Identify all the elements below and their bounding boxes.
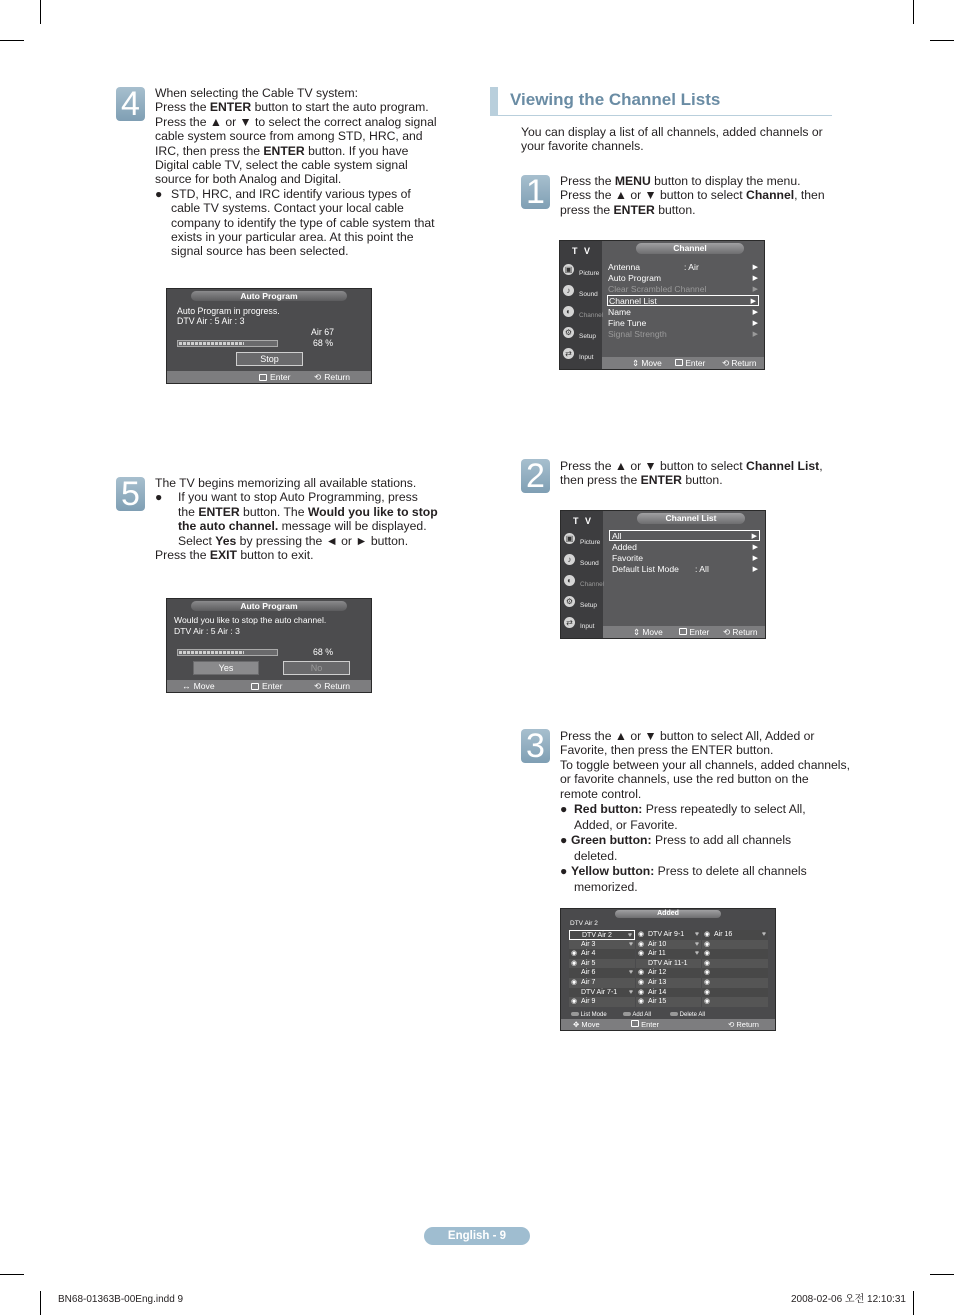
setup-icon: ⚙ [565, 597, 574, 606]
list-item-default-mode[interactable]: Default List Mode : All ▶ [612, 564, 758, 574]
enter-icon [631, 1020, 639, 1027]
move-label: Move [193, 681, 215, 691]
channel-row[interactable] [702, 940, 768, 950]
channel-row[interactable] [636, 988, 701, 998]
page-number-badge: English - 9 [424, 1227, 530, 1245]
menu-footer: ⇕ Move Enter ⟲ Return [603, 626, 765, 638]
move-icon: ⇕ [633, 627, 641, 637]
side-sound[interactable]: ♪ Sound [562, 282, 600, 301]
favorite-icon: ♥ [628, 969, 633, 977]
picture-icon: ▣ [564, 265, 573, 274]
lock-icon: ◉ [571, 950, 578, 958]
osd-line: Auto Program in progress. [177, 306, 280, 316]
progress-bar [177, 649, 278, 656]
color-button-bar: List Mode Add All Delete All [561, 1010, 776, 1020]
channel-name: Air 13 [648, 979, 667, 986]
channel-row[interactable] [636, 940, 701, 950]
return-icon: ⟲ [728, 1020, 735, 1029]
channel-row[interactable] [569, 988, 635, 998]
progress-fill [179, 342, 244, 345]
favorite-icon: ♥ [761, 931, 766, 938]
lock-icon: ◉ [638, 940, 645, 948]
osd-footer [167, 680, 371, 692]
osd-line: Would you like to stop the auto channel. [174, 615, 327, 625]
channel-row[interactable] [569, 940, 635, 950]
channel-icon: ◐ [564, 575, 575, 586]
enter-icon [259, 374, 267, 381]
lock-icon: ◉ [638, 998, 645, 1006]
step5-bullet: ● If you want to stop Auto Programming, press the ENTER button. The Would you like to stop the auto channel. message will be displayed. Select Yes by pressing the ◄ or ► button. [155, 490, 438, 548]
crop-mark [913, 0, 914, 24]
return-icon: ⟲ [314, 681, 322, 691]
favorite-icon: ♥ [694, 950, 699, 958]
step-number-5: 5 [116, 477, 145, 511]
step4-line: IRC, then press the ENTER button. If you have [155, 143, 409, 158]
crop-mark [40, 0, 41, 24]
step-number-3: 3 [521, 729, 550, 763]
auto-program-osd [166, 288, 372, 384]
channel-name: Air 11 [648, 950, 666, 958]
channel-name: Air 9 [581, 998, 596, 1006]
input-icon: ⇄ [563, 348, 574, 359]
return-icon: ⟲ [723, 627, 731, 637]
red-button-bullet: ● Red button: Press repeatedly to select All, Added, or Favorite. [560, 802, 806, 832]
channel-name: Air 14 [648, 988, 667, 996]
side-channel[interactable]: ◐ Channel [563, 572, 601, 591]
section-title-bar [490, 87, 498, 116]
osd-percent: 68 % [313, 647, 334, 657]
crop-mark [40, 1291, 41, 1315]
channel-row[interactable] [636, 959, 701, 969]
lock-icon: ◉ [571, 979, 578, 986]
step2-text: Press the ▲ or ▼ button to select Channel List, then press the ENTER button. [560, 459, 823, 488]
list-footer: ✥ Move Enter ⟲ Return [561, 1019, 775, 1030]
move-icon: ⇕ [632, 358, 640, 368]
channel-row[interactable] [702, 930, 768, 940]
move-icon: ↔ [182, 681, 191, 691]
menu-item-channel-list[interactable]: Channel List ▶ [607, 295, 759, 306]
channel-row[interactable] [569, 930, 635, 940]
step-number-2: 2 [521, 459, 550, 493]
osd-percent: 68 % [313, 338, 334, 348]
enter-icon [675, 359, 683, 366]
side-input[interactable]: ⇄ Input [562, 345, 600, 364]
menu-title: Channel [636, 243, 744, 254]
channel-column-3 [702, 930, 768, 1010]
osd-title: Auto Program [191, 601, 347, 611]
lock-icon: ◉ [704, 940, 711, 948]
osd-footer [167, 371, 371, 383]
channel-row[interactable] [636, 978, 701, 988]
added-channel-list-osd [560, 908, 776, 1031]
step4-line: Press the ▲ or ▼ to select the correct analog signal [155, 114, 437, 129]
step4-line: Press the ENTER button to start the auto program. [155, 100, 429, 115]
bullet-dot: ● [155, 490, 163, 505]
progress-bar [177, 340, 278, 347]
tv-label: T V [573, 516, 594, 526]
channel-column-2 [636, 930, 701, 1010]
channel-row[interactable] [569, 949, 635, 959]
step4-line: cable system source from among STD, HRC, and [155, 129, 423, 144]
osd-channel: Air 67 [311, 327, 334, 337]
lock-icon: ◉ [638, 931, 645, 938]
yes-button[interactable]: Yes [193, 661, 259, 675]
menu-title: Channel List [637, 513, 745, 524]
bullet-dot: ● [155, 186, 163, 201]
osd-title: Auto Program [191, 291, 347, 301]
side-picture[interactable]: ▣ Picture [564, 265, 600, 277]
channel-name: Air 12 [648, 969, 667, 977]
green-button-icon [623, 1012, 631, 1016]
channel-name: Air 4 [581, 950, 596, 958]
favorite-icon: ♥ [628, 988, 633, 996]
step-number-1: 1 [521, 175, 550, 209]
move-icon: ✥ [573, 1020, 580, 1029]
channel-row[interactable] [636, 949, 701, 959]
date-slug: 2008-02-06 오전 12:10:31 [791, 1294, 906, 1305]
section-title-underline [490, 115, 832, 116]
favorite-icon: ♥ [694, 940, 699, 948]
channel-row[interactable] [702, 959, 768, 969]
lock-icon: ◉ [704, 979, 711, 986]
step4-line: Digital cable TV, select the cable system signal [155, 158, 408, 173]
channel-name: Air 7 [581, 979, 596, 986]
menu-item-auto-program[interactable]: Auto Program ▶ [608, 273, 758, 283]
crop-mark [913, 1291, 914, 1315]
file-slug: BN68-01363B-00Eng.indd 9 [58, 1294, 184, 1305]
lock-icon: ◉ [571, 998, 578, 1006]
favorite-icon: ♥ [628, 940, 633, 948]
menu-item-antenna[interactable]: Antenna : Air ▶ [608, 262, 758, 272]
channel-row[interactable] [702, 978, 768, 988]
menu-item-signal-strength[interactable]: Signal Strength ▶ [608, 329, 758, 339]
channel-column-1 [569, 930, 635, 1010]
sound-icon: ♪ [564, 554, 575, 565]
channel-list-osd [560, 510, 766, 639]
return-icon: ⟲ [314, 372, 322, 382]
side-sound[interactable]: ♪ Sound [563, 551, 601, 570]
step5-text [155, 476, 450, 562]
channel-icon: ◐ [563, 306, 574, 317]
enter-icon [251, 683, 259, 690]
lock-icon: ◉ [704, 998, 711, 1006]
crop-mark [930, 1274, 954, 1275]
channel-row[interactable] [702, 997, 768, 1007]
crop-mark [930, 40, 954, 41]
section-title: Viewing the Channel Lists [510, 90, 721, 109]
step-number-4: 4 [116, 87, 145, 121]
channel-row[interactable] [636, 930, 701, 940]
channel-name: Air 10 [648, 940, 667, 948]
channel-name: Air 16 [714, 931, 733, 938]
yellow-button-icon [670, 1012, 678, 1016]
sound-icon: ♪ [563, 285, 574, 296]
channel-name: DTV Air 11-1 [648, 959, 688, 967]
favorite-icon: ♥ [627, 932, 632, 939]
setup-icon: ⚙ [564, 328, 573, 337]
yellow-button-bullet: ● Yellow button: Press to delete all channels memorized. [560, 864, 807, 894]
step3-text: Press the ▲ or ▼ button to select All, Added or Favorite, then press the ENTER button. To toggle between your all channels, added channels, or favorite channels, use the red button on the remote control. ● Red button: Press repeatedly to select All, Added, or Favorite. ● Green button: Press to add all channels deleted. ● Yellow button: Press to delete all channels memorized. [560, 729, 850, 894]
step5-line: The TV begins memorizing all available stations. [155, 476, 417, 490]
stop-button[interactable]: Stop [236, 352, 303, 366]
lock-icon: ◉ [704, 959, 711, 967]
channel-name: Air 15 [648, 998, 667, 1006]
channel-row[interactable] [569, 978, 635, 988]
lock-icon: ◉ [638, 950, 645, 958]
side-picture[interactable]: ▣ Picture [565, 534, 601, 546]
side-channel[interactable]: ◐ Channel [562, 303, 600, 322]
lock-icon: ◉ [704, 950, 711, 958]
lock-icon: ◉ [571, 959, 578, 967]
list-title: Added [615, 910, 721, 918]
channel-name: Air 6 [581, 969, 596, 977]
enter-label: Enter [270, 372, 291, 382]
channel-row[interactable] [636, 997, 701, 1007]
step1-text: Press the MENU button to display the menu. Press the ▲ or ▼ button to select Channel, then press the ENTER button. [560, 174, 825, 217]
step4-line: source for both Analog and Digital. [155, 172, 342, 187]
section-intro: You can display a list of all channels, added channels or your favorite channels. [521, 125, 823, 154]
menu-item-clear-scrambled[interactable]: Clear Scrambled Channel ▶ [608, 284, 758, 294]
menu-item-name[interactable]: Name ▶ [608, 307, 758, 317]
channel-name: Air 5 [581, 959, 596, 967]
input-icon: ⇄ [564, 617, 575, 628]
crop-mark [0, 40, 24, 41]
list-item-favorite[interactable]: Favorite ▶ [612, 553, 758, 563]
picture-icon: ▣ [565, 534, 574, 543]
stop-auto-program-osd [166, 598, 372, 693]
return-label: Return [324, 681, 350, 691]
return-icon: ⟲ [722, 358, 730, 368]
channel-name: DTV Air 9-1 [648, 931, 685, 938]
channel-row[interactable] [636, 968, 701, 978]
channel-row[interactable] [569, 997, 635, 1007]
channel-name: DTV Air 2 [582, 932, 612, 939]
favorite-icon: ♥ [694, 931, 699, 938]
lock-icon: ◉ [704, 931, 711, 938]
channel-name: Air 3 [581, 940, 596, 948]
lock-icon: ◉ [638, 979, 645, 986]
channel-row[interactable] [702, 968, 768, 978]
enter-icon [679, 628, 687, 635]
channel-name: DTV Air 7-1 [581, 988, 618, 996]
red-button-icon [571, 1012, 579, 1016]
channel-row[interactable] [702, 988, 768, 998]
step5-line: Press the EXIT button to exit. [155, 548, 314, 563]
step4-bullet: ● STD, HRC, and IRC identify various types of cable TV systems. Contact your local cable company to identify the type of cable system that exists in your particular area. At this point the signal source has been selected. [155, 186, 435, 259]
channel-menu-osd [559, 240, 765, 370]
channel-row[interactable] [702, 949, 768, 959]
step4-text [155, 86, 445, 259]
lock-icon: ◉ [704, 969, 711, 977]
menu-footer: ⇕ Move Enter ⟲ Return [602, 357, 764, 369]
crop-mark [0, 1274, 24, 1275]
current-channel: DTV Air 2 [570, 920, 598, 927]
side-setup[interactable]: ⚙ Setup [564, 328, 596, 340]
lock-icon: ◉ [704, 988, 711, 996]
step4-line: When selecting the Cable TV system: [155, 86, 358, 100]
green-button-bullet: ● Green button: Press to add all channels deleted. [560, 833, 792, 863]
list-item-all[interactable]: All ▶ [609, 530, 760, 541]
menu-item-fine-tune[interactable]: Fine Tune ▶ [608, 318, 758, 328]
return-label: Return [324, 372, 350, 382]
lock-icon: ◉ [638, 988, 645, 996]
side-setup[interactable]: ⚙ Setup [565, 597, 597, 609]
tv-label: T V [572, 246, 593, 256]
channel-row[interactable] [569, 959, 635, 969]
lock-icon: ◉ [638, 969, 645, 977]
no-button[interactable]: No [283, 661, 350, 675]
osd-line: DTV Air : 5 Air : 3 [177, 316, 245, 326]
list-item-added[interactable]: Added ▶ [612, 542, 758, 552]
progress-fill [179, 651, 244, 654]
side-input[interactable]: ⇄ Input [563, 614, 601, 633]
enter-label: Enter [262, 681, 283, 691]
osd-line: DTV Air : 5 Air : 3 [174, 626, 240, 636]
channel-row[interactable] [569, 968, 635, 978]
